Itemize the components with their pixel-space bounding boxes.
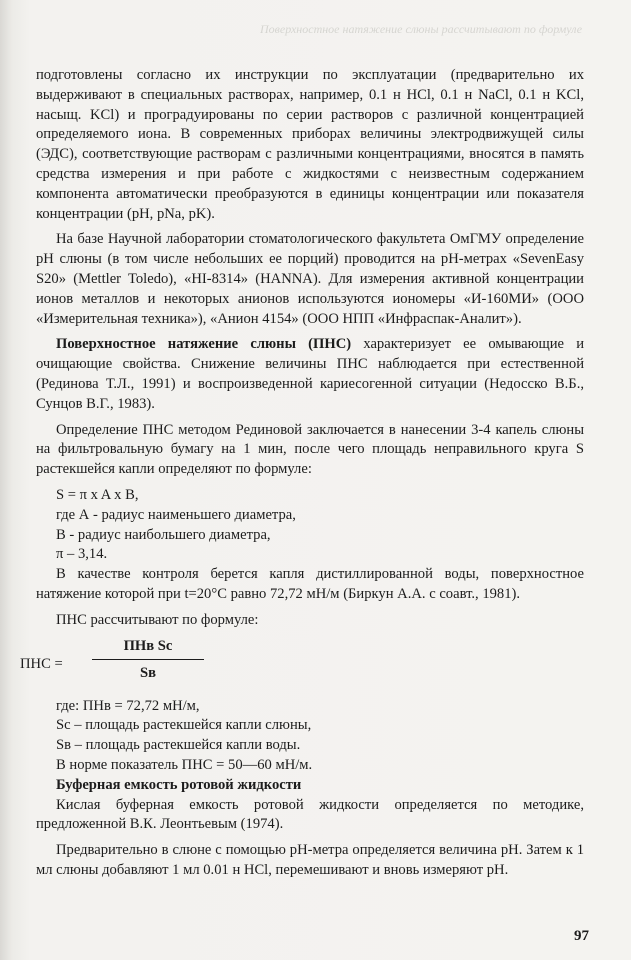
paragraph-control-water: В качестве контроля берется капля дистиллированной воды, поверхностное натяжение которой при t=20°С равно 72,72 мН/м (Биркун А.А. с соавт., 1981). <box>36 566 584 602</box>
formula-denominator: Sв <box>140 664 156 681</box>
definition-pi: π – 3,14. <box>56 546 108 563</box>
norm-value: В норме показатель ПНС = 50—60 мН/м. <box>56 756 313 773</box>
fraction-bar <box>92 659 204 660</box>
body-text <box>20 66 585 887</box>
definition-sv: Sв – площадь растекшейся капли воды. <box>56 737 301 754</box>
definition-a: где А - радиус наименьшего диаметра, <box>56 506 296 523</box>
paragraph-ion-meter-calibration: подготовлены согласно их инструкции по эксплуатации (предварительно их выдерживают в специальных растворах, например, 0.1 н HCl, 0.1 н NaCl, 0.1 н KCl, насыщ. KCl) и проградуированы по серии растворов с различной концентрацией определяемого иона. В современных приборах величины электродвижущей силы (ЭДС), соответствующие растворам с различными концентрациями, вносятся в память средства измерения и при работе с жидкостями с неизвестным содержанием компонента автоматически преобразуются в единицы концентрации или показателя концентрации (pH, pNa, pK). <box>36 67 584 222</box>
paragraph-lab-equipment: На базе Научной лаборатории стоматологического факультета ОмГМУ определение pH слюны (в том числе небольших ее порций) проводится на pH-метрах «SevenEasy S20» (Mettler Toledo), «HI-8314» (HANNA). Для измерения активной концентрации ионов металлов и некоторых анионов используются иономеры «И-160МИ» (ООО «Измерительная техника»), «Анион 4154» (ООО НПП «Инфраспак-Аналит»). <box>36 231 584 327</box>
area-formula-block <box>36 486 584 565</box>
paragraph-ph-procedure: Предварительно в слюне с помощью pH-метра определяется величина pH. Затем к 1 мл слюны добавляют 1 мл 0.01 н HCl, перемешивают и вновь измеряют pH. <box>36 842 584 878</box>
pns-definitions-block <box>36 697 584 796</box>
formula-label: ПНС = <box>20 655 63 672</box>
definition-b: В - радиус наибольшего диаметра, <box>56 526 271 543</box>
surface-tension-description: характеризует ее омывающие и очищающие свойства. Снижение величины ПНС наблюдается при естественной (Рединова Т.Л., 1991) и воспроизведенной кариесогенной ситуации (Недосско В.Б., Сунцов В.Г., 1983). <box>36 336 585 412</box>
section-heading-buffer-capacity: Буферная емкость ротовой жидкости <box>56 776 302 793</box>
definition-sc: Sc – площадь растекшейся капли слюны, <box>56 717 312 734</box>
area-formula: S = π x A x B, <box>56 486 139 503</box>
term-surface-tension: Поверхностное натяжение слюны (ПНС) <box>56 336 352 353</box>
formula-numerator: ПНв Sc <box>123 637 173 654</box>
bleed-through-header: Поверхностное натяжение слюны рассчитывают по формуле <box>260 22 583 36</box>
paragraph-redinova-method: Определение ПНС методом Рединовой заключается в нанесении 3-4 капель слюны на фильтровальную бумагу на 1 мин, после чего площадь неправильного круга S растекшейся капли определяют по формуле: <box>36 421 584 478</box>
paragraph-pns-formula-intro: ПНС рассчитывают по формуле: <box>56 611 259 628</box>
page-number: 97 <box>574 928 589 944</box>
paragraph-surface-tension <box>36 335 584 414</box>
definition-pnv: где: ПНв = 72,72 мН/м, <box>56 697 200 714</box>
paragraph-buffer-method: Кислая буферная емкость ротовой жидкости определяется по методике, предложенной В.К. Леонтьевым (1974). <box>36 796 584 833</box>
pns-fraction-formula <box>20 637 584 693</box>
